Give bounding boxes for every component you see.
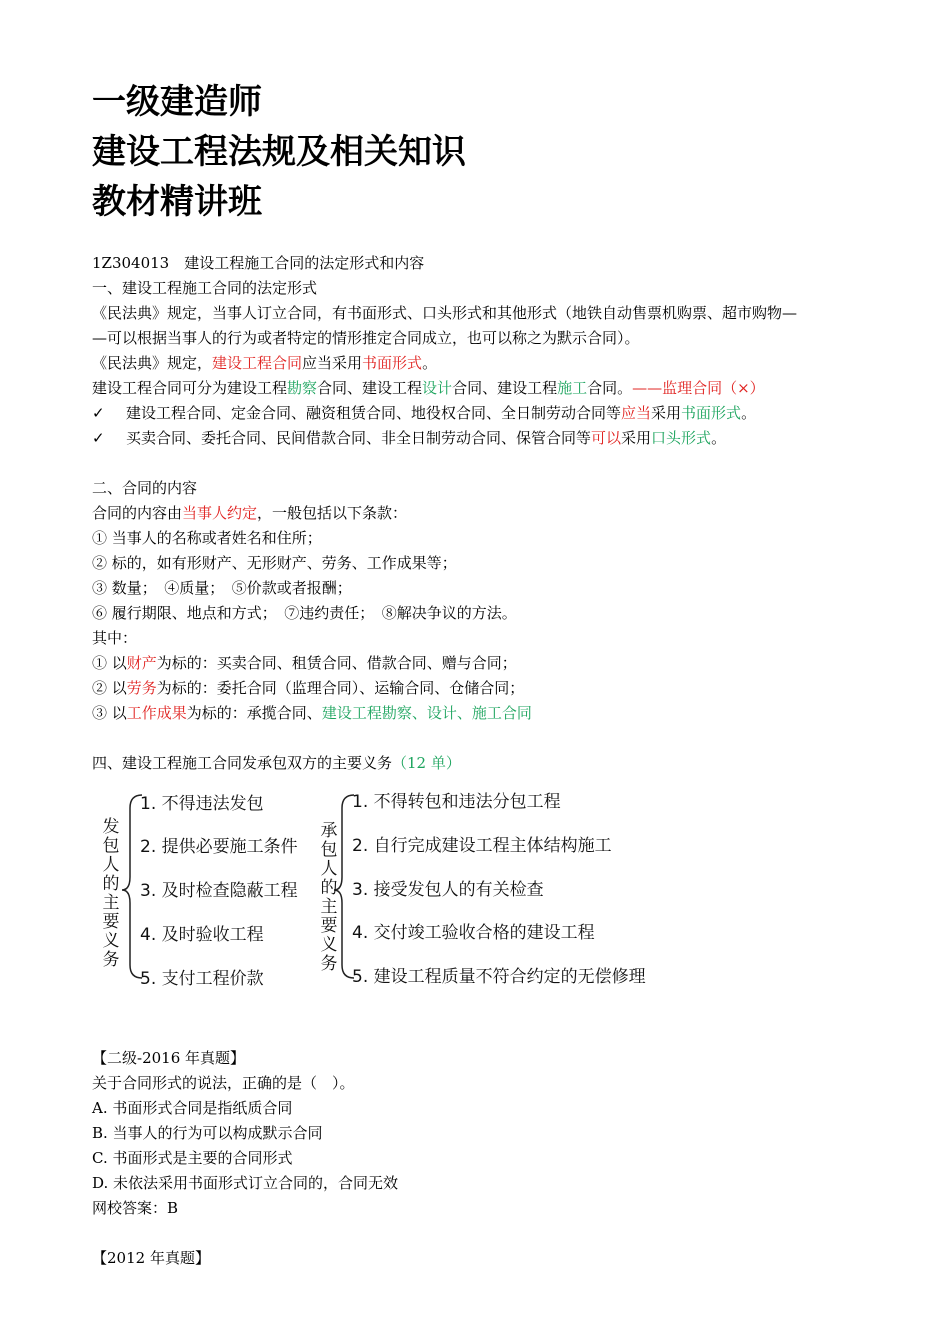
left-item: 5. 支付工程价款 [140, 969, 264, 989]
content-item-4: ⑥ 履行期限、地点和方式； ⑦违约责任； ⑧解决争议的方法。 [92, 604, 517, 622]
highlight: 工作成果 [126, 704, 187, 722]
right-label-char: 务 [320, 954, 338, 974]
paragraph-3: 建设工程合同可分为建设工程勘察合同、建设工程设计合同、建设工程施工合同。——监理合同（×） [92, 379, 765, 397]
left-label-char: 的 [102, 874, 120, 894]
right-label-char: 人 [320, 859, 338, 879]
highlight: 财产 [126, 654, 157, 672]
content-among: 其中： [92, 629, 138, 647]
content-item-3: ③ 数量； ④质量； ⑤价款或者报酬； [92, 579, 352, 597]
left-label-char: 主 [102, 893, 120, 913]
highlight: 施工 [557, 379, 588, 397]
right-item: 4. 交付竣工验收合格的建设工程 [352, 923, 595, 943]
left-label-char: 务 [102, 950, 120, 970]
right-item: 3. 接受发包人的有关检查 [352, 880, 544, 900]
highlight: 建设工程勘察、设计、施工合同 [321, 704, 532, 722]
right-label-char: 要 [320, 916, 338, 936]
right-item: 1. 不得转包和违法分包工程 [352, 792, 561, 812]
subject-item-2: ② 以劳务为标的：委托合同（监理合同）、运输合同、仓储合同； [92, 679, 525, 697]
title-line-1: 一级建造师 [92, 82, 262, 122]
highlight: 劳务 [126, 679, 157, 697]
section-4-heading: 四、建设工程施工合同发承包双方的主要义务（12 单） [92, 754, 461, 772]
title-line-2: 建设工程法规及相关知识 [92, 132, 466, 172]
check-icon: ✓ [92, 429, 105, 447]
left-label-char: 包 [102, 836, 120, 856]
question-stem: 关于合同形式的说法，正确的是（ ）。 [92, 1074, 355, 1092]
right-item: 5. 建设工程质量不符合约定的无偿修理 [352, 967, 646, 987]
highlight: 设计 [422, 379, 453, 397]
right-label-char: 主 [320, 897, 338, 917]
left-label-char: 人 [102, 855, 120, 875]
section-2-heading: 二、合同的内容 [92, 479, 198, 497]
highlight: 当事人约定 [182, 504, 258, 522]
content-item-1: ① 当事人的名称或者姓名和住所； [92, 529, 322, 547]
left-item: 1. 不得违法发包 [140, 794, 264, 814]
left-item: 4. 及时验收工程 [140, 925, 264, 945]
left-brace [122, 795, 142, 978]
subject-item-1: ① 以财产为标的：买卖合同、租赁合同、借款合同、赠与合同； [92, 654, 517, 672]
section-1-heading: 一、建设工程施工合同的法定形式 [92, 279, 318, 297]
highlight: （12 单） [392, 754, 461, 772]
highlight: ——监理合同（×） [632, 379, 765, 397]
check-icon: ✓ [92, 404, 105, 422]
highlight: 书面形式 [681, 404, 742, 422]
left-label-char: 发 [102, 817, 120, 837]
paragraph-1a: 《民法典》规定，当事人订立合同，有书面形式、口头形式和其他形式（地铁自动售票机购票、超市购物— [92, 304, 798, 322]
left-label-char: 要 [102, 912, 120, 932]
paragraph-1b: —可以根据当事人的行为或者特定的情形推定合同成立，也可以称之为默示合同）。 [92, 329, 640, 347]
left-label-char: 义 [102, 931, 120, 951]
highlight: 口头形式 [651, 429, 712, 447]
highlight: 书面形式 [362, 354, 423, 372]
title-line-3: 教材精讲班 [92, 182, 262, 222]
right-item: 2. 自行完成建设工程主体结构施工 [352, 836, 612, 856]
highlight: 可以 [591, 429, 622, 447]
content-item-2: ② 标的，如有形财产、无形财产、劳务、工作成果等； [92, 554, 457, 572]
check-item-1: ✓ 建设工程合同、定金合同、融资租赁合同、地役权合同、全日制劳动合同等应当采用书面形式。 [92, 404, 757, 422]
paragraph-2: 《民法典》规定，建设工程合同应当采用书面形式。 [92, 354, 438, 372]
option-c: C. 书面形式是主要的合同形式 [92, 1149, 293, 1167]
section-code-heading: 1Z304013 建设工程施工合同的法定形式和内容 [92, 254, 425, 272]
right-label-char: 的 [320, 878, 338, 898]
content-intro: 合同的内容由当事人约定，一般包括以下条款： [92, 504, 408, 522]
highlight: 建设工程合同 [212, 354, 303, 372]
option-a: A. 书面形式合同是指纸质合同 [92, 1099, 293, 1117]
highlight: 应当 [621, 404, 652, 422]
highlight: 勘察 [287, 379, 318, 397]
obligations-diagram [92, 782, 692, 1002]
left-item: 2. 提供必要施工条件 [140, 837, 298, 857]
question-2-title: 【2012 年真题】 [92, 1249, 210, 1267]
right-label-char: 承 [320, 821, 338, 841]
right-label-char: 包 [320, 840, 338, 860]
right-label-char: 义 [320, 935, 338, 955]
left-item: 3. 及时检查隐蔽工程 [140, 881, 298, 901]
check-item-2: ✓ 买卖合同、委托合同、民间借款合同、非全日制劳动合同、保管合同等可以采用口头形式。 [92, 429, 727, 447]
option-d: D. 未依法采用书面形式订立合同的，合同无效 [92, 1174, 399, 1192]
subject-item-3: ③ 以工作成果为标的：承揽合同、建设工程勘察、设计、施工合同 [92, 704, 532, 722]
answer: 网校答案：B [92, 1199, 179, 1217]
option-b: B. 当事人的行为可以构成默示合同 [92, 1124, 323, 1142]
question-title: 【二级-2016 年真题】 [92, 1049, 246, 1067]
